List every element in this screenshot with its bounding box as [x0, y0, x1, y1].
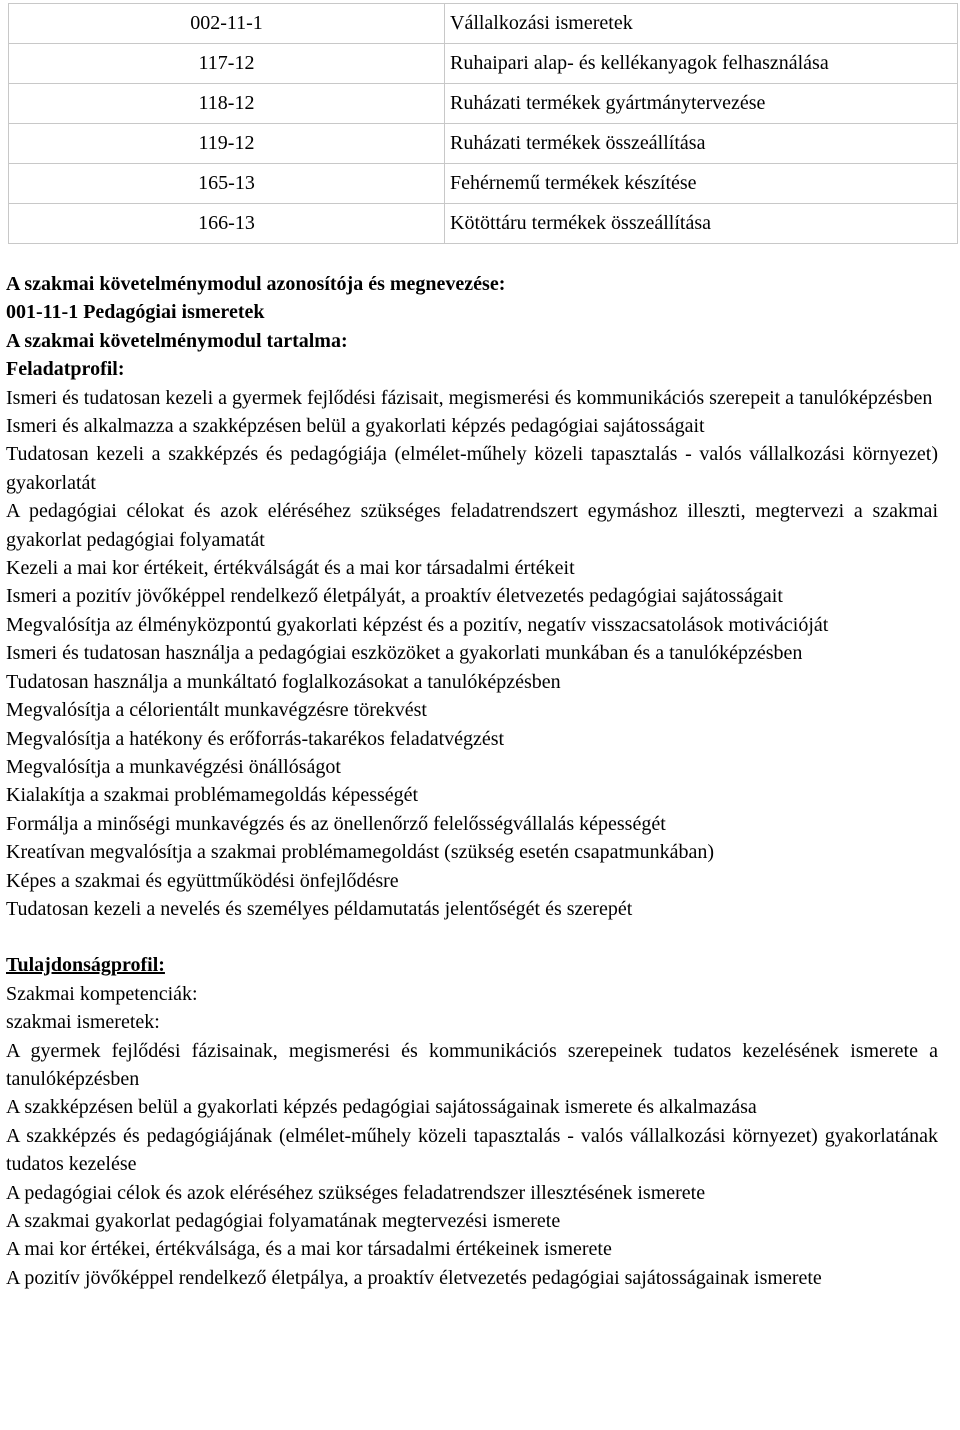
- task-item: Megvalósítja a munkavégzési önállóságot: [6, 755, 341, 778]
- task-item: Tudatosan kezeli a nevelés és személyes példamutatás jelentőségét és szerepét: [6, 897, 633, 920]
- module-name: Ruházati termékek összeállítása: [445, 124, 958, 164]
- task-item: Tudatosan használja a munkáltató foglalkozásokat a tanulóképzésben: [6, 670, 561, 693]
- module-name: Kötöttáru termékek összeállítása: [445, 204, 958, 244]
- module-name: Ruhaipari alap- és kellékanyagok felhasználása: [445, 44, 958, 84]
- section-spacer: [6, 923, 938, 951]
- knowledge-item: A gyermek fejlődési fázisainak, megismerési és kommunikációs szerepeinek tudatos kezelésének ismerete a tanulóképzésben: [6, 1039, 938, 1090]
- knowledge-item: A mai kor értékei, értékválsága, és a mai kor társadalmi értékeinek ismerete: [6, 1238, 612, 1261]
- task-item: Megvalósítja a hatékony és erőforrás-takarékos feladatvégzést: [6, 727, 505, 750]
- knowledge-item: A szakmai gyakorlat pedagógiai folyamatának megtervezési ismerete: [6, 1210, 561, 1232]
- task-item: Formálja a minőségi munkavégzés és az önellenőrző felelősségvállalás képességét: [6, 812, 666, 835]
- table-row: [9, 84, 958, 124]
- module-code: 165-13: [9, 164, 445, 204]
- module-id-heading: A szakmai követelménymodul azonosítója és megnevezése:: [6, 273, 506, 295]
- knowledge-item: A pozitív jövőképpel rendelkező életpálya, a proaktív életvezetés pedagógiai sajátosságainak ismerete: [6, 1266, 822, 1289]
- task-item: A pedagógiai célokat és azok eléréséhez szükséges feladatrendszert egymáshoz illeszti, megtervezi a szakmai gyakorlat pedagógiai folyamatát: [6, 500, 938, 551]
- task-item: Megvalósítja az élményközpontú gyakorlati képzést és a pozitív, negatív visszacsatolások motivációját: [6, 613, 829, 636]
- task-item: Ismeri és tudatosan használja a pedagógiai eszközöket a gyakorlati munkában és a tanulóképzésben: [6, 642, 803, 665]
- knowledge-item: A pedagógiai célok és azok eléréséhez szükséges feladatrendszer illesztésének ismerete: [6, 1181, 706, 1204]
- module-code: 117-12: [9, 44, 445, 84]
- knowledge-item: A szakképzésen belül a gyakorlati képzés pedagógiai sajátosságainak ismerete és alkalmazása: [6, 1096, 757, 1119]
- task-item: Ismeri és tudatosan kezeli a gyermek fejlődési fázisait, megismerési és kommunikációs szerepeit a tanulóképzésben: [6, 386, 933, 409]
- knowledge-list: [6, 1037, 938, 1293]
- task-profile-heading: Feladatprofil:: [6, 358, 125, 381]
- knowledge-item: A szakképzés és pedagógiájának (elmélet-műhely közeli tapasztalás - valós vállalkozási környezet) gyakorlatának tudatos kezelése: [6, 1124, 938, 1176]
- task-item: Ismeri a pozitív jövőképpel rendelkező életpályát, a proaktív életvezetés pedagógiai sajátosságait: [6, 585, 783, 608]
- module-code: 119-12: [9, 124, 445, 164]
- table-row: [9, 164, 958, 204]
- module-name: Ruházati termékek gyártmánytervezése: [445, 84, 958, 124]
- module-content-heading: A szakmai követelménymodul tartalma:: [6, 329, 348, 352]
- task-profile-list: [6, 384, 938, 924]
- task-item: Kezeli a mai kor értékeit, értékválságát és a mai kor társadalmi értékeit: [6, 557, 575, 580]
- module-code: 002-11-1: [9, 4, 445, 44]
- table-row: [9, 124, 958, 164]
- task-item: Tudatosan kezeli a szakképzés és pedagógiája (elmélet-műhely közeli tapasztalás - valós vállalkozási környezet) gyakorlatát: [6, 443, 938, 494]
- module-name: Vállalkozási ismeretek: [445, 4, 958, 44]
- task-item: Kialakítja a szakmai problémamegoldás képességét: [6, 784, 419, 807]
- task-item: Kreatívan megvalósítja a szakmai problémamegoldást (szükség esetén csapatmunkában): [6, 841, 715, 864]
- property-profile-heading: Tulajdonságprofil:: [6, 954, 165, 977]
- task-item: Képes a szakmai és együttműködési önfejlődésre: [6, 869, 399, 892]
- competencies-label: Szakmai kompetenciák:: [6, 982, 198, 1005]
- document-body: [6, 270, 938, 1292]
- module-code: 118-12: [9, 84, 445, 124]
- task-item: Ismeri és alkalmazza a szakképzésen belül a gyakorlati képzés pedagógiai sajátosságait: [6, 415, 705, 438]
- module-id-value: 001-11-1 Pedagógiai ismeretek: [6, 301, 265, 324]
- task-item: Megvalósítja a célorientált munkavégzésre törekvést: [6, 699, 427, 722]
- table-row: [9, 44, 958, 84]
- module-table: [8, 3, 958, 244]
- knowledge-label: szakmai ismeretek:: [6, 1011, 160, 1034]
- table-row: [9, 204, 958, 244]
- module-code: 166-13: [9, 204, 445, 244]
- table-row: [9, 4, 958, 44]
- module-name: Fehérnemű termékek készítése: [445, 164, 958, 204]
